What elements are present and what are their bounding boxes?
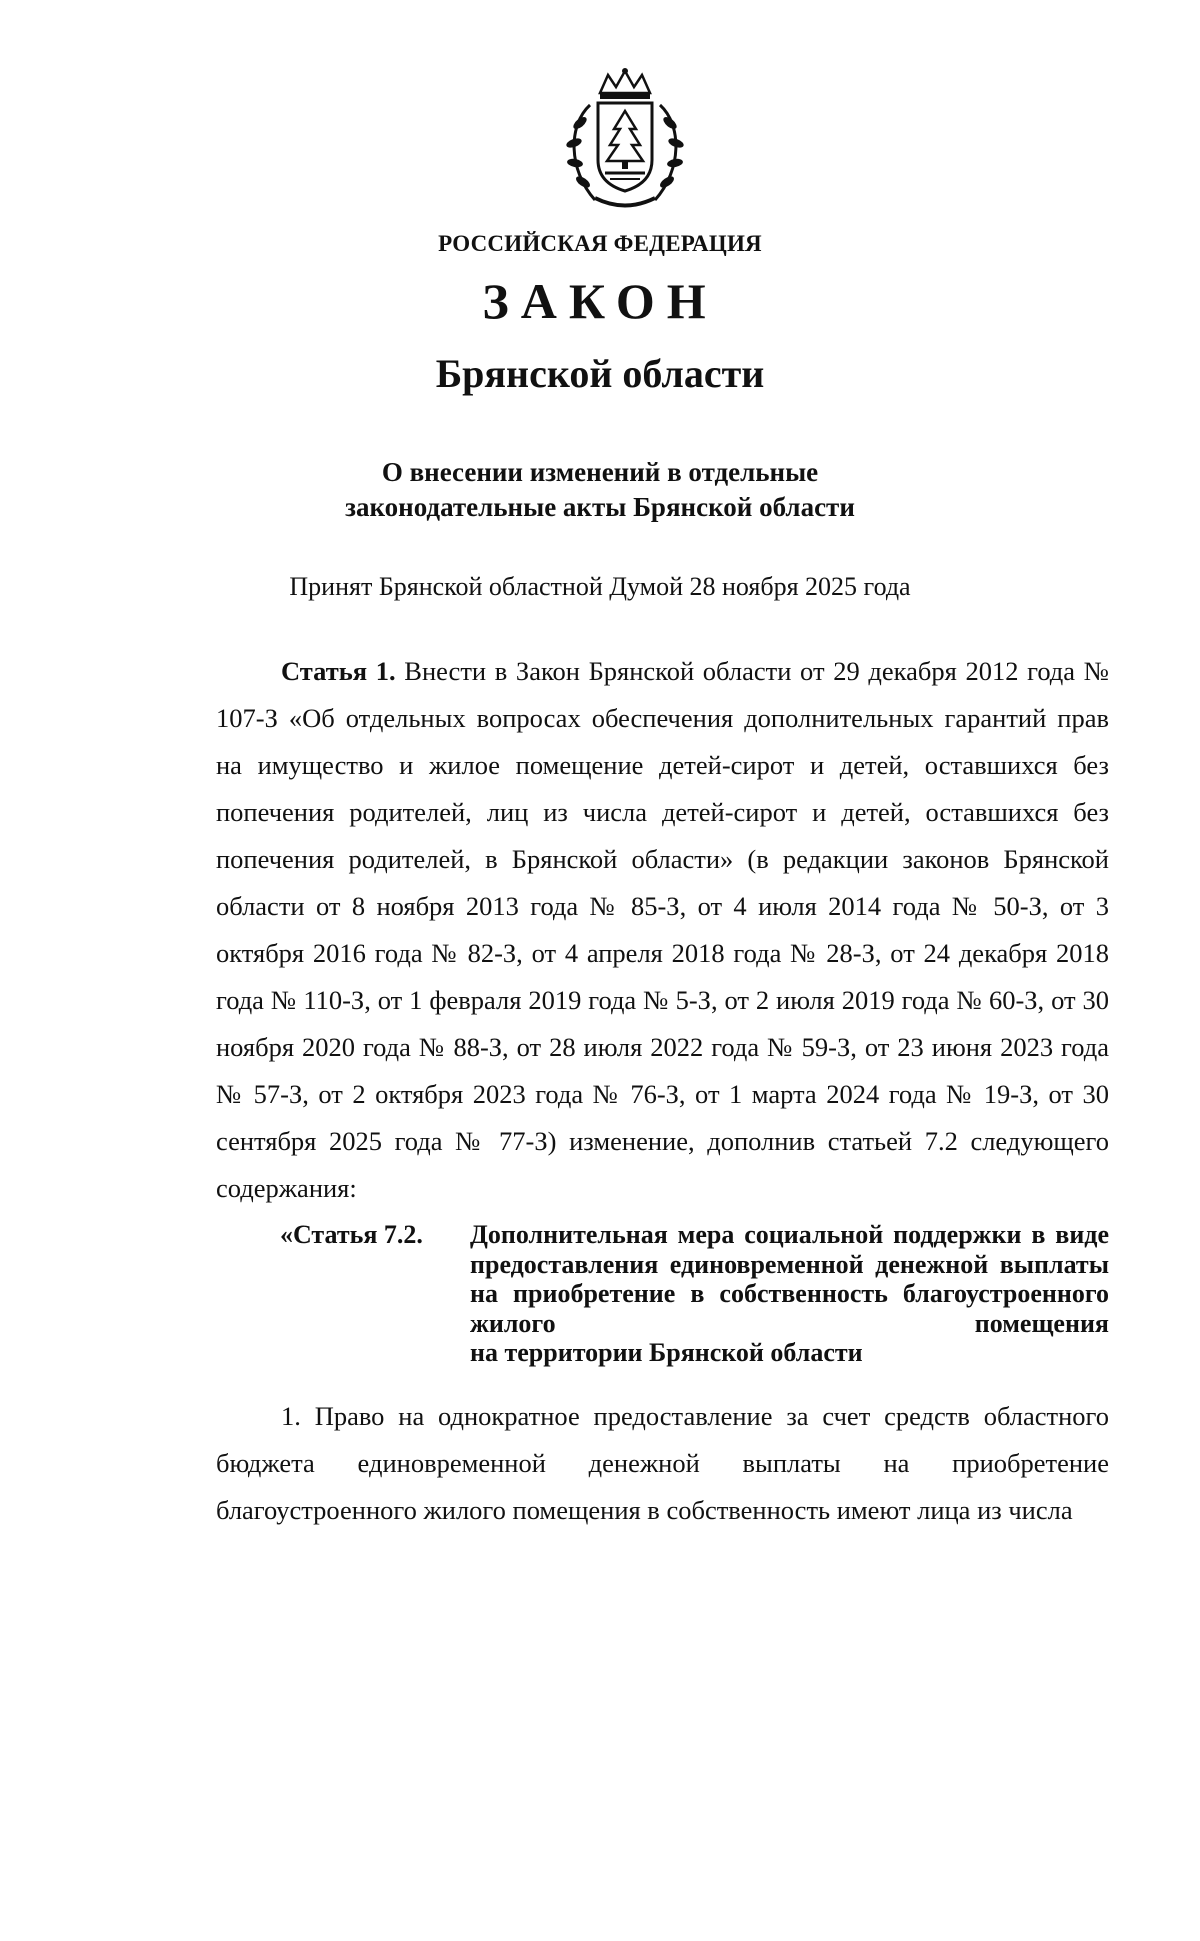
article-7-2-label: «Статья 7.2. (280, 1220, 423, 1249)
article-7-2-title-main: Дополнительная мера социальной поддержки в виде предоставления единовременной денежной выплаты на приобретение в собственность благоустроенного жилого помещения (470, 1220, 1109, 1338)
law-title-line-1: О внесении изменений в отдельные (381, 457, 819, 487)
article-7-2-title (470, 1220, 1109, 1368)
country-heading: РОССИЙСКАЯ ФЕДЕРАЦИЯ (438, 231, 762, 256)
adoption-note: Принят Брянской областной Думой 28 ноября 2025 года (289, 572, 911, 601)
article-1-text: Внести в Закон Брянской области от 29 декабря 2012 года № 107-З «Об отдельных вопросах обеспечения дополнительных гарантий прав на имущество и жилое помещение детей-сирот и детей, оставшихся без попечения родителей, лиц из числа детей-сирот и детей, оставшихся без попечения родителей, в Брянской области» (в редакции законов Брянской области от 8 ноября 2013 года № 85-З, от 4 июля 2014 года № 50-З, от 3 октября 2016 года № 82-З, от 4 апреля 2018 года № 28-З, от 24 декабря 2018 года № 110-З, от 1 февраля 2019 года № 5-З, от 2 июля 2019 года № 60-З, от 30 ноября 2020 года № 88-З, от 28 июля 2022 года № 59-З, от 23 июня 2023 года № 57-З, от 2 октября 2023 года № 76-З, от 1 марта 2024 года № 19-З, от 30 сентября 2025 года № 77-З) изменение, дополнив статьей 7.2 следующего содержания: (216, 656, 1109, 1203)
document-type-heading: ЗАКОН (482, 273, 718, 329)
article-7-2-title-last: на территории Брянской области (470, 1338, 863, 1367)
law-title (0, 455, 1200, 525)
coat-of-arms-icon (550, 65, 700, 215)
region-heading: Брянской области (435, 351, 765, 396)
article-1-label: Статья 1. (281, 656, 396, 686)
law-title-line-2: законодательные акты Брянской области (345, 492, 855, 522)
article-1-paragraph (216, 648, 1109, 1212)
article-7-2-item-1: 1. Право на однократное предоставление за счет средств областного бюджета единовременной денежной выплаты на приобретение благоустроенного жилого помещения в собственность имеют лица из числа (216, 1401, 1109, 1525)
